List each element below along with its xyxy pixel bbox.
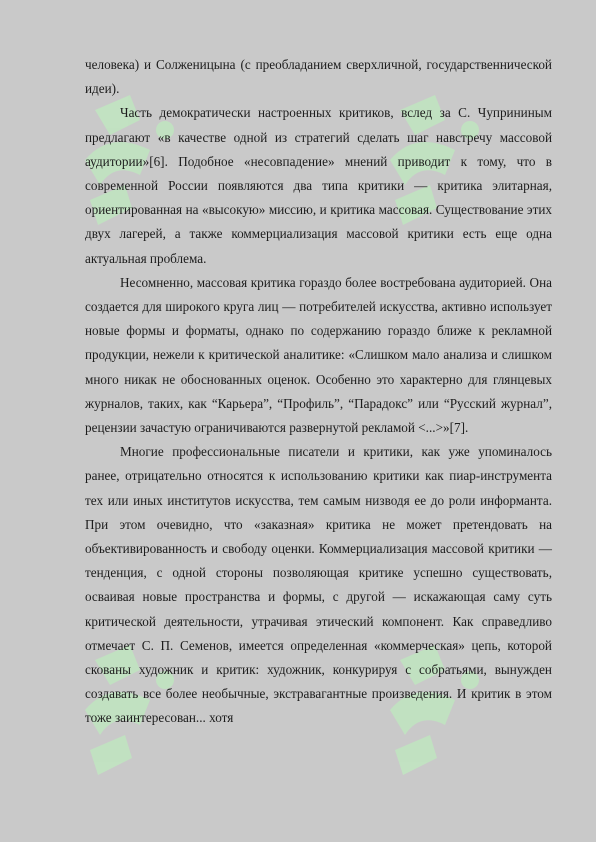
paragraph: Многие профессиональные писатели и критики, как уже упоминалось ранее, отрицательно относятся к использованию критики как пиар-инструмента тех или иных институтов искусства, тем самым низводя ее до роли информанта. При этом очевидно, что «заказная» критика не может претендовать на объективированность и свободу оценки. Коммерциализация массовой критики — тенденция, с одной стороны позволяющая критике успешно существовать, осваивая новые пространства и формы, с другой — искажающая саму суть критической деятельности, утрачивая этический компонент. Как справедливо отмечает С. П. Семенов, имеется определенная «коммерческая» цепь, которой скованы художник и критик: художник, конкурируя с собратьями, вынужден создавать все более необычные, экстравагантные произведения. И критик в этом тоже заинтересован... хотя	[85, 444, 552, 726]
paragraph: Несомненно, массовая критика гораздо более востребована аудиторией. Она создается для широкого круга лиц — потребителей искусства, активно использует новые формы и форматы, однако по содержанию гораздо ближе к рекламной продукции, нежели к критической аналитике: «Слишком мало анализа и слишком много никак не обоснованных оценок. Особенно это характерно для глянцевых журналов, таких, как “Карьера”, “Профиль”, “Парадокс” или “Русский журнал”, рецензии зачастую ограничиваются развернутой рекламой <...>»[7].	[85, 274, 552, 436]
body-text	[85, 53, 552, 731]
paragraph: человека) и Солженицына (с преобладанием сверхличной, государственнической идеи).	[85, 57, 552, 97]
paragraph: Часть демократически настроенных критиков, вслед за С. Чуприниным предлагают «в качестве одной из стратегий сделать шаг навстречу массовой аудитории»[6]. Подобное «несовпадение» мнений приводит к тому, что в современной России появляются два типа критики — критика элитарная, ориентированная на «высокую» миссию, и критика массовая. Существование этих двух лагерей, а также коммерциализация массовой критики есть еще одна актуальная проблема.	[85, 105, 552, 266]
